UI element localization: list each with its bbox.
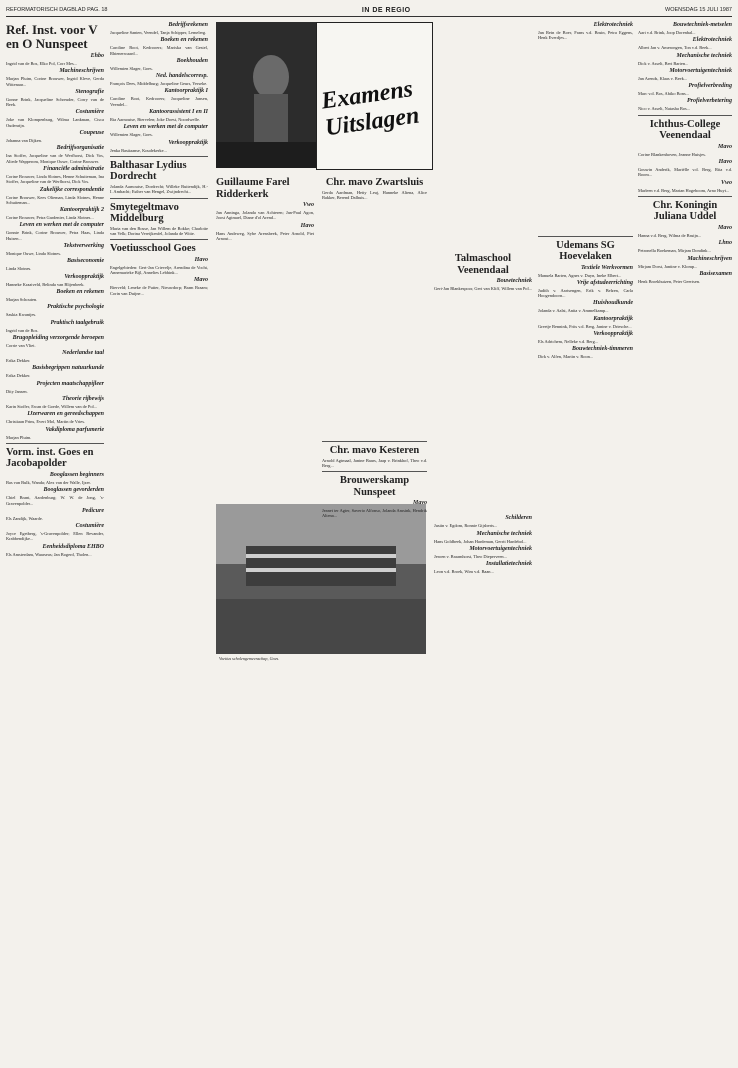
body-text: Jan Anninga, Jolanda van Achteren; Jan-Paul Agon, Joost Agtmael, Diane d'ol Arend...	[216, 210, 314, 221]
body-text: Els Adrichem, Nelleke v.d. Berg...	[538, 339, 599, 345]
body-text: Ina Stoffer, Jacqueline van de Werfhorst, Dick Vos, Aliede Wapperom, Monique Ouwe, Corine Brouwer.	[6, 153, 104, 164]
subhead: Basisbegrippen natuurkunde	[32, 365, 104, 372]
subhead: Verkooppraktijk	[593, 331, 633, 338]
body-text: Manuela Barten, Agnes v. Duyn, Ineke Elbert...	[538, 272, 622, 278]
body-text: Jan Arends, Klaas v. Beek...	[638, 75, 688, 81]
subhead: Mechanische techniek	[676, 52, 732, 59]
body-text: Henk Broekhuizen, Peter Geertsen.	[638, 278, 701, 284]
subhead: Stenografie	[75, 88, 104, 95]
subhead: Eenheidsdiploma EHBO	[42, 543, 104, 550]
body-text: Christiaan Prins, Evert Mol, Martin de Vries.	[6, 419, 86, 425]
article-title: Balthasar Lydius Dordrecht	[110, 159, 187, 183]
body-text: Caroline Boot, Kedrooers; Mariska van Gestel, Rhienerwaard...	[110, 45, 208, 56]
subhead: Havo	[194, 256, 208, 263]
body-text: Erika Dekker.	[6, 373, 31, 379]
body-text: Corrie van Vliet.	[6, 342, 36, 348]
subhead: Havo	[718, 159, 732, 166]
body-text: Chiel Brant, Aardenburg; W. W. de Jong, 's-Gravenpolder...	[6, 495, 104, 506]
body-text: Bierveld; Leneke de Putter, Nieuwdorp; Bram Braam; Corin van Duijne...	[110, 285, 208, 296]
article-title: Ref. Inst. voor V en O Nunspeet	[6, 22, 98, 51]
subhead: Zakelijke correspondentie	[39, 186, 104, 193]
subhead: Mavo	[413, 500, 427, 507]
subhead: Coupeuse	[79, 130, 104, 137]
divider	[6, 443, 104, 444]
header-left: REFORMATORISCH DAGBLAD PAG. 18	[6, 7, 108, 13]
exam-photo	[216, 22, 316, 168]
subhead: IJzerwaren en gereedschappen	[27, 411, 104, 418]
subhead: Bouwtechniek-metselen	[673, 22, 732, 28]
column-1	[6, 20, 104, 1060]
divider	[538, 236, 633, 237]
exam-logo	[316, 22, 433, 170]
subhead: Kantoorpraktijk I	[164, 88, 208, 95]
body-text: Johanna van Dijken.	[6, 138, 42, 144]
article-title: Chr. mavo Kesteren	[329, 445, 420, 457]
body-text: Joyce Egetberg, 's-Gravenpolder; Ellen Bevander, Krabbendijke...	[6, 531, 104, 542]
body-text: Els Zandijk, Waarde.	[6, 515, 43, 521]
divider	[110, 239, 208, 240]
divider	[638, 115, 732, 116]
body-text: Marleen v.d. Berg, Marian Hogeboom, Arno Huyt...	[638, 187, 730, 193]
subhead: Brugopleiding verzorgende beroepen	[12, 334, 104, 341]
subhead: Mavo	[194, 277, 208, 284]
page-header	[6, 4, 732, 17]
subhead: Bedrijfsrekenen	[168, 22, 208, 28]
body-text: Hanneke Kraaiveld, Belinda van Blijenbeek.	[6, 281, 85, 287]
divider	[638, 196, 732, 197]
body-text: Dity Jansen.	[6, 388, 28, 394]
subhead: Motorvoertuigentechniek	[469, 545, 532, 552]
article-title: Udemans SG Hoevelaken	[556, 239, 615, 263]
subhead: Vwo	[720, 179, 732, 186]
subhead: Vwo	[302, 202, 314, 208]
body-text: Judith v. Aartsengen, Erik v. Belzen, Carla Hoogendoorn...	[538, 287, 633, 299]
body-text: Marjan Pluim, Corine Brouwer, Ingrid Kleve, Gerda Wittenaar...	[6, 76, 104, 87]
body-text: Caroline Boot, Kedrooers; Jacqueline Jansen, Veendel...	[110, 96, 208, 107]
subhead: Pedicure	[82, 507, 104, 514]
subhead: Nederlandse taal	[62, 350, 104, 357]
body-text: Jan Rein de Boer, Frans v.d. Bruin, Petra Eggens, Henk Everdjes...	[538, 30, 633, 41]
subhead: Huishoudkunde	[592, 300, 633, 307]
logo-text: Examens Uitslagen	[319, 76, 421, 142]
subhead: Kantoorassistent I en II	[149, 109, 208, 116]
subhead: Theorie rijbewijs	[62, 396, 104, 403]
body-text: Dick v. Asselt, Bert Barten...	[638, 60, 689, 66]
body-text: Karin Stoffer, Ewan de Goede, Willem van de Pol...	[6, 404, 98, 410]
subhead: Boeken en rekenen	[56, 288, 104, 295]
body-text: Ingrid van de Bos.	[6, 327, 39, 333]
newspaper-page	[6, 4, 732, 1062]
subhead: Financiële administratie	[43, 165, 104, 172]
article-title: Chr. Koningin Juliana Uddel	[652, 199, 718, 223]
body-text: Gert-Jan Blankespoor, Gert van Kliff, Willem van Pol...	[434, 286, 532, 291]
body-text: Erika Dekker.	[6, 358, 31, 364]
body-text: Jeroen v. Braamhorst, Theo Dieperveen...	[434, 553, 507, 559]
subhead: Bouwtechniek-timmeren	[571, 346, 633, 353]
body-text: Justin v. Egdom, Ronnie Gijsberts...	[434, 523, 498, 529]
subhead: Costumière	[75, 523, 104, 530]
subhead: Elektrotechniek	[692, 37, 732, 44]
body-text: Ria Aarnoutse, Biervelen; Joke Doest, Noordwelle.	[110, 117, 200, 123]
subhead: Basisexamen	[699, 270, 732, 277]
subhead: Vrije afstudeerrichting	[576, 279, 633, 286]
divider	[322, 471, 427, 472]
body-text: Gonnie Brink, Corine Brouwer, Petra Haas, Linda Huisen...	[6, 230, 104, 241]
subhead: Verkooppraktijk	[168, 139, 208, 146]
divider	[110, 156, 208, 157]
article-title: Smytegeltmavo Middelburg	[110, 201, 179, 225]
body-text: Greetje Bennink, Frits v.d. Berg, Janine v. Driesche...	[538, 323, 632, 329]
subhead: Motorvoertuigentechniek	[669, 67, 732, 74]
body-text: Maria van den Bosse, Jan Willem de Bokke; Charlotte van Velk; Dorina Vereijkenfel, Jolanda de Witte.	[110, 225, 208, 236]
column-4	[322, 174, 427, 1060]
subhead: Installatietechniek	[485, 561, 532, 568]
subhead: Costumière	[75, 109, 104, 116]
body-text: Jacqueline Santen, Veendel, Tanja Schipper, Lemelerg.	[110, 30, 207, 35]
body-text: Mirjam Dorst, Jantine v. Klomp...	[638, 263, 698, 269]
column-2	[110, 20, 208, 1060]
body-text: Marjan Pluim.	[6, 434, 32, 440]
subhead: Elektrotechniek	[593, 22, 633, 28]
subhead: Leven en werken met de computer	[123, 124, 208, 131]
column-7	[638, 20, 732, 1060]
body-text: Els Amsterdam, Waarseas; Jan Bogerd, Tholen...	[6, 551, 92, 557]
article-title: Guillaume Farel Ridderkerk	[216, 177, 290, 200]
subhead: Profielverbreding	[688, 83, 732, 90]
subhead: Ehbo	[90, 53, 104, 59]
subhead: Projecten maatschappijleer	[36, 380, 104, 387]
subhead: Schilderen	[505, 515, 532, 522]
subhead: Lhno	[718, 240, 732, 247]
subhead: Mavo	[718, 224, 732, 231]
body-text: Dirk v. Alfen, Martin v. Roon...	[538, 354, 594, 360]
subhead: Havo	[300, 222, 314, 229]
body-text: Hanna v.d. Berg, Wilma de Bruijn...	[638, 232, 702, 238]
header-section: IN DE REGIO	[361, 6, 411, 14]
subhead: Leven en werken met de computer	[19, 222, 104, 229]
body-text: Nico v. Asselt, Natasha Bos...	[638, 106, 691, 112]
divider	[110, 198, 208, 199]
body-text: Bas van Bulk, Wanda; Alex van der Walle, Ijzer.	[6, 479, 91, 485]
divider	[322, 441, 427, 442]
body-text: Willemien Slager, Goes.	[110, 65, 153, 71]
photo-silhouette-icon	[216, 22, 316, 168]
body-text: Hans Goldbeek, Johan Hardeman, Gerrit Hardebol...	[434, 538, 527, 544]
subhead: Kantoorpraktijk	[593, 315, 633, 322]
subhead: Booglassen gevorderden	[43, 487, 104, 494]
subhead: Bouwtechniek	[496, 278, 532, 284]
body-text: Linda Slotnes.	[6, 266, 32, 272]
body-text: Corine Blankenhoven, Jeanne Huisjes.	[638, 151, 706, 157]
subhead: Basiseconomie	[67, 258, 104, 265]
body-text: Marjan Schouten.	[6, 296, 38, 302]
subhead: Bedrijfsorganisatie	[56, 145, 104, 152]
subhead: Booglassen beginners	[49, 471, 104, 478]
body-text: Jenka Bastiaanse, Koudekerke...	[110, 147, 167, 153]
body-text: Monique Ouwe, Linda Slotnes.	[6, 251, 61, 257]
article-title: Chr. mavo Zwartsluis	[325, 177, 424, 188]
body-text: Jolanda Aarnoutse, Dordrecht; Willeke Buitendijk, H.-I. Ambacht; Esther van Hengel, Zwijndrecht...	[110, 183, 208, 195]
subhead: Praktisch taalgebruik	[50, 319, 104, 326]
body-text: Ingrid van de Bos, Elko Pol, Corr Mes...	[6, 61, 77, 66]
body-text: Gonne Brink, Jacqueline Schreuder, Corry van de Beek.	[6, 96, 104, 108]
body-text: Gerda Aardman, Hetty Leuj, Hanneke Altena, Alice Bakker, Berend Dalhuis...	[322, 189, 427, 200]
subhead: Praktische psychologie	[47, 304, 104, 311]
article-title: Brouwerskamp Nunspeet	[339, 475, 410, 498]
body-text: Gouwin Anderik, Mariëlle v.d. Berg, Rita v.d. Boom...	[638, 167, 732, 178]
body-text: Saskia Kwantjes.	[6, 312, 37, 318]
body-text: Jolanda v. Aalst, Anita v. Ammelkamp...	[538, 308, 609, 314]
photo-caption: Voetius scholengemeenschap, Goes.	[219, 656, 280, 661]
article-title: Voetiusschool Goes	[110, 243, 196, 255]
body-text: Corine Brouwer, Linda Slotnes, Henne Schuiteman, Ina Stoffer, Jacqueline van de Werfhorst, Dick Vos.	[6, 173, 104, 185]
body-text: Aart v.d. Brink, Joop Dorenbal...	[638, 30, 696, 35]
article-title: Talmaschool Veenendaal	[454, 253, 512, 276]
article-title: Ichthus-College Veenendaal	[649, 118, 721, 142]
subhead: Boekhouden	[176, 57, 208, 64]
subhead: Mavo	[718, 143, 732, 150]
body-text: Leon v.d. Broek, Wim v.d. Baan...	[434, 569, 494, 575]
body-text: Marc v.d. Bos, Abiko Bons...	[638, 91, 689, 97]
body-text: Arnold Agtmaal, Janine Baars, Jaap v. Brinkhof, Theo v.d. Berg...	[322, 457, 427, 468]
body-text: Corine Brouwer, Kees Olieman, Linda Slotnes, Henne Schuiteman...	[6, 194, 104, 205]
body-text: Engelgebieden: Gert-Jan Crievelje, Arendina de Vocht, Annemarieke Bijl, Annelies Lebbink...	[110, 264, 208, 275]
subhead: Kantoorpraktijk 2	[59, 207, 104, 214]
subhead: Profielverbetering	[687, 98, 732, 105]
subhead: Mechanische techniek	[476, 530, 532, 537]
body-text: François Dees, Middelburg; Jacqueline Geurs, Yerseke.	[110, 81, 208, 87]
subhead: Textiele Werkvormen	[580, 264, 633, 271]
subhead: Vakdiploma parfumerie	[45, 426, 104, 433]
article-title: Vorm. inst. Goes en Jacobapolder	[6, 446, 94, 470]
subhead: Machineschrijven	[687, 255, 732, 262]
subhead: Machineschrijven	[59, 68, 104, 75]
header-right: WOENSDAG 15 JULI 1987	[665, 7, 732, 13]
body-text: Hans Andeweg, Sybe Arensbeek, Peter Arnold, Piet Arnout...	[216, 230, 314, 241]
subhead: Tekstverwerking	[63, 243, 104, 250]
column-5	[434, 20, 532, 1060]
subhead: Ned. handelscorresp.	[155, 73, 208, 80]
body-text: Jeanet ter Agter, Saverio Alfonso, Jolanda Amsink, Hendrik Altena...	[322, 508, 427, 519]
body-text: Joke van Klompenburg, Wilma Lankman, Cisca Oudenrijn.	[6, 117, 104, 128]
subhead: Verkooppraktijk	[64, 273, 104, 280]
body-text: Petronella Boekeman, Mirjam Dondink...	[638, 248, 711, 254]
column-6	[538, 20, 633, 1060]
body-text: Willemien Slager, Goes.	[110, 132, 153, 138]
body-text: Corine Brouwer, Petra Gardenier, Linda Slotnes...	[6, 215, 94, 221]
subhead: Boeken en rekenen	[160, 37, 208, 44]
body-text: Albert Jan v. Amerongen, Ton v.d. Beek...	[638, 45, 712, 51]
